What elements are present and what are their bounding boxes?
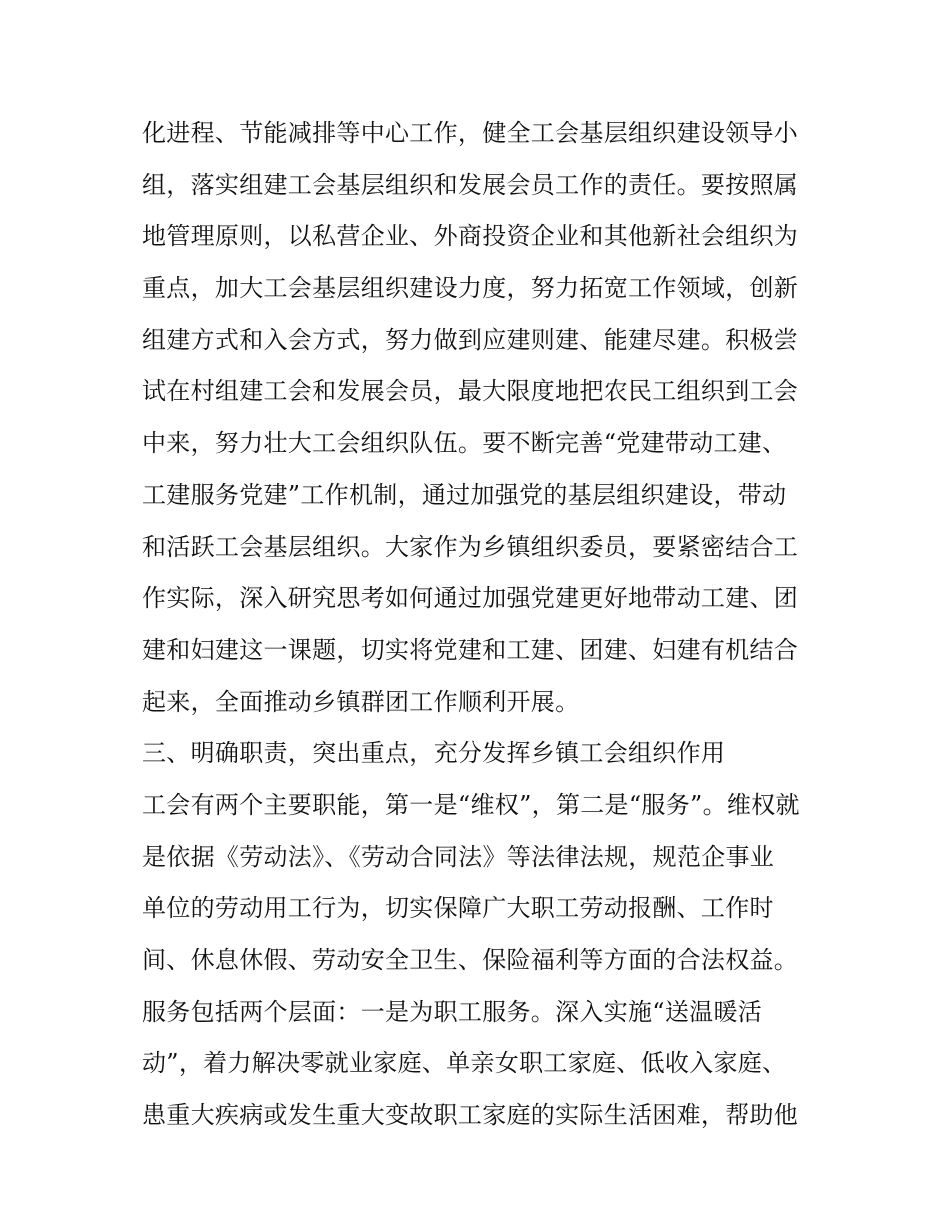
text-line: 起来，全面推动乡镇群团工作顺利开展。 xyxy=(142,687,580,716)
text-line: 工建服务党建”工作机制，通过加强党的基层组织建设，带动 xyxy=(142,480,787,509)
text-line: 动”，着力解决零就业家庭、单亲女职工家庭、低收入家庭、 xyxy=(142,1049,787,1078)
body-text xyxy=(142,108,822,1142)
text-line: 化进程、节能减排等中心工作，健全工会基层组织建设领导小 xyxy=(142,119,799,147)
text-line: 工会有两个主要职能，第一是“维权”，第二是“服务”。维权就 xyxy=(142,790,800,819)
text-line: 是依据《劳动法》、《劳动合同法》等法律法规，规范企事业 xyxy=(142,842,775,871)
text-line: 服务包括两个层面：一是为职工服务。深入实施“送温暖活 xyxy=(142,997,763,1026)
section-heading: 三、明确职责，突出重点，充分发挥乡镇工会组织作用 xyxy=(142,739,726,768)
text-line: 建和妇建这一课题，切实将党建和工建、团建、妇建有机结合 xyxy=(142,635,799,664)
text-line: 试在村组建工会和发展会员，最大限度地把农民工组织到工会 xyxy=(142,377,799,406)
text-line: 作实际，深入研究思考如何通过加强党建更好地带动工建、团 xyxy=(142,584,799,613)
text-line: 患重大疾病或发生重大变故职工家庭的实际生活困难，帮助他 xyxy=(142,1101,799,1130)
text-line: 中来，努力壮大工会组织队伍。要不断完善“党建带动工建、 xyxy=(142,429,787,458)
text-line: 重点，加大工会基层组织建设力度，努力拓宽工作领域，创新 xyxy=(142,274,799,303)
text-line: 间、休息休假、劳动安全卫生、保险福利等方面的合法权益。 xyxy=(142,946,799,974)
text-line: 组，落实组建工会基层组织和发展会员工作的责任。要按照属 xyxy=(142,170,799,199)
text-line: 组建方式和入会方式，努力做到应建则建、能建尽建。积极尝 xyxy=(142,325,799,354)
text-line: 地管理原则，以私营企业、外商投资企业和其他新社会组织为 xyxy=(142,222,799,251)
text-line: 单位的劳动用工行为，切实保障广大职工劳动报酬、工作时 xyxy=(142,894,774,923)
text-line: 和活跃工会基层组织。大家作为乡镇组织委员，要紧密结合工 xyxy=(142,532,799,561)
